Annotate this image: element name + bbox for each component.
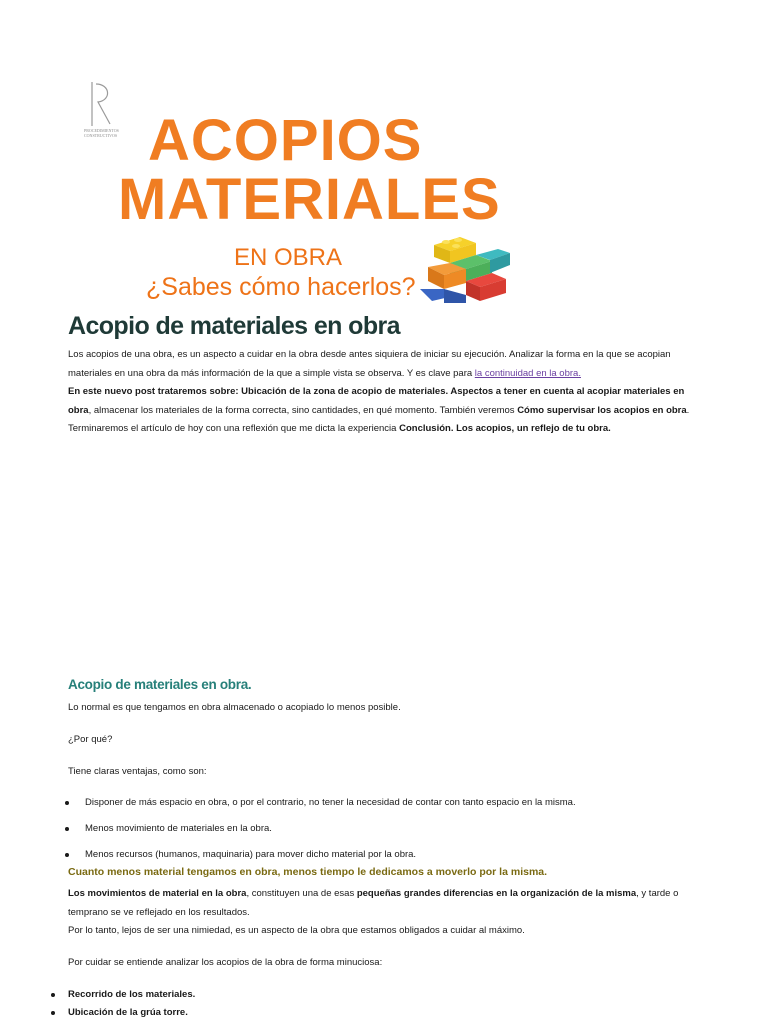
p4-text-1: , constituyen una de esas [246,888,357,899]
logo-caption: PROCEDIMIENTOS CONSTRUCTIVOS [84,128,119,138]
list-item-2: Ubicación de la grúa torre. [68,1007,188,1018]
continuity-link[interactable]: la continuidad en la obra. [474,367,581,379]
bullet-dot [65,827,69,831]
intro-bold-1: En este nuevo post trataremos sobre: Ubicación de la zona de acopio de materiales. Aspectos a tener en cuenta al acopiar materiales en obra [68,386,685,416]
section-heading: Acopio de materiales en obra. [68,677,252,692]
p4-bold-1: Los movimientos de material en la obra [68,888,247,899]
banner-image [80,78,510,303]
lego-bricks-illustration [420,233,510,303]
bullet-dot [51,993,55,997]
intro-bold-2: Cómo supervisar los acopios en obra [517,404,687,416]
intro-paragraph [68,346,708,439]
bullet-dot [51,1011,55,1015]
bullet-item-1: Disponer de más espacio en obra, o por el contrario, no tener la necesidad de contar con tanto espacio en la misma. [85,797,576,808]
section-paragraph-3: Tiene claras ventajas, como son: [68,766,207,777]
banner-title-line2: MATERIALES [118,167,501,232]
intro-text-3: . Terminaremos el artículo de hoy con una reflexión que me dicta la experiencia [68,404,690,434]
section-paragraph-5: Por lo tanto, lejos de ser una nimiedad, es un aspecto de la obra que estamos obligados a cuidar al máximo. [68,925,525,936]
intro-text-1: Los acopios de una obra, es un aspecto a cuidar en la obra desde antes siquiera de iniciar su ejecución. Analizar la forma en la que se acopian materiales en una obra da más información de la que a simple vista se observa. Y es clave para [68,349,671,379]
p4-text-2: , y tarde o temprano se ve reflejado en los resultados. [68,888,679,918]
list-item-1: Recorrido de los materiales. [68,989,196,1000]
intro-text-2: , almacenar los materiales de la forma correcta, sino cantidades, en qué momento. También veremos [88,404,518,416]
banner-title-line1: ACOPIOS [148,108,423,173]
bullet-item-2: Menos movimiento de materiales en la obra. [85,823,272,834]
bullet-dot [65,853,69,857]
bullet-item-3: Menos recursos (humanos, maquinaria) para mover dicho material por la obra. [85,849,417,860]
p4-bold-2: pequeñas grandes diferencias en la organización de la misma [356,888,637,899]
article-title: Acopio de materiales en obra [68,312,400,340]
intro-bold-3: Conclusión. Los acopios, un reflejo de tu obra. [399,423,611,434]
banner-subtitle-line1: EN OBRA [234,244,343,271]
banner-subtitle-line2: ¿Sabes cómo hacerlos? [146,273,416,301]
section-paragraph-4 [68,885,708,941]
section-paragraph-2: ¿Por qué? [68,734,113,745]
section-paragraph-6: Por cuidar se entiende analizar los acopios de la obra de forma minuciosa: [68,957,383,968]
highlight-sentence: Cuanto menos material tengamos en obra, menos tiempo le dedicamos a moverlo por la misma. [68,866,548,878]
section-paragraph-1: Lo normal es que tengamos en obra almacenado o acopiado lo menos posible. [68,702,401,713]
bullet-dot [65,801,69,805]
